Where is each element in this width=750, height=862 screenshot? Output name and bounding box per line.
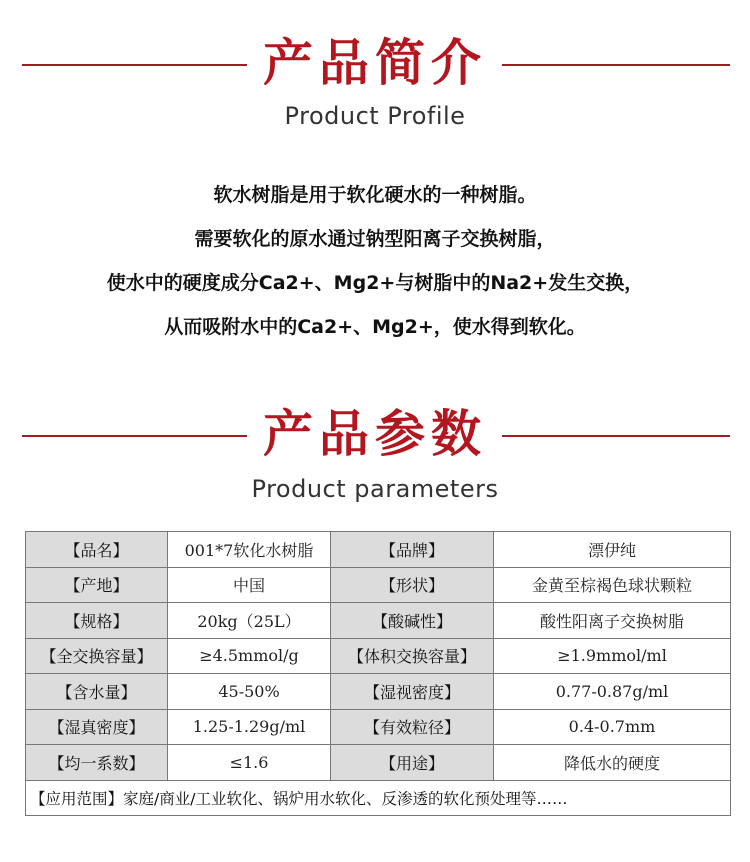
intro-line-2: 需要软化的原水通过钠型阳离子交换树脂， bbox=[194, 228, 556, 250]
param-value: ≤1.6 bbox=[168, 745, 331, 781]
param-label: 【体积交换容量】 bbox=[331, 638, 494, 674]
param-value: ≥1.9mmol/ml bbox=[494, 638, 731, 674]
param-label: 【湿视密度】 bbox=[331, 674, 494, 710]
param-value: 45-50% bbox=[168, 674, 331, 710]
param-label: 【品牌】 bbox=[331, 532, 494, 568]
param-value: ≥4.5mmol/g bbox=[168, 638, 331, 674]
table-row bbox=[26, 603, 731, 639]
table-row-usage bbox=[26, 780, 731, 816]
param-value: 20kg（25L） bbox=[168, 603, 331, 639]
param-value: 0.77-0.87g/ml bbox=[494, 674, 731, 710]
table-row bbox=[26, 638, 731, 674]
param-value: 1.25-1.29g/ml bbox=[168, 709, 331, 745]
param-label: 【形状】 bbox=[331, 567, 494, 603]
param-value: 酸性阳离子交换树脂 bbox=[494, 603, 731, 639]
intro-line-4: 从而吸附水中的Ca2+、Mg2+，使水得到软化。 bbox=[164, 316, 586, 338]
table-row bbox=[26, 567, 731, 603]
profile-header bbox=[0, 30, 750, 140]
param-label: 【用途】 bbox=[331, 745, 494, 781]
param-label: 【酸碱性】 bbox=[331, 603, 494, 639]
params-title-en: Product parameters bbox=[251, 475, 499, 503]
table-row bbox=[26, 532, 731, 568]
intro-line-1: 软水树脂是用于软化硬水的一种树脂。 bbox=[213, 184, 537, 206]
params-header bbox=[0, 401, 750, 511]
param-label: 【有效粒径】 bbox=[331, 709, 494, 745]
param-label: 【含水量】 bbox=[26, 674, 168, 710]
profile-title-cn: 产品简介 bbox=[263, 33, 487, 92]
param-value: 金黄至棕褐色球状颗粒 bbox=[494, 567, 731, 603]
param-value: 降低水的硬度 bbox=[494, 745, 731, 781]
param-value: 中国 bbox=[168, 567, 331, 603]
table-row bbox=[26, 709, 731, 745]
param-label: 【湿真密度】 bbox=[26, 709, 168, 745]
table-row bbox=[26, 745, 731, 781]
param-value: 漂伊纯 bbox=[494, 532, 731, 568]
table-row bbox=[26, 674, 731, 710]
params-title-cn: 产品参数 bbox=[263, 404, 487, 463]
intro-line-3: 使水中的硬度成分Ca2+、Mg2+与树脂中的Na2+发生交换， bbox=[106, 272, 644, 294]
usage-scope: 【应用范围】家庭/商业/工业软化、锅炉用水软化、反渗透的软化预处理等…… bbox=[26, 780, 731, 816]
param-label: 【规格】 bbox=[26, 603, 168, 639]
profile-title-en: Product Profile bbox=[284, 102, 466, 130]
param-label: 【全交换容量】 bbox=[26, 638, 168, 674]
param-label: 【品名】 bbox=[26, 532, 168, 568]
param-label: 【均一系数】 bbox=[26, 745, 168, 781]
params-table bbox=[25, 531, 731, 816]
param-value: 001*7软化水树脂 bbox=[168, 532, 331, 568]
intro-paragraph bbox=[0, 173, 750, 349]
param-value: 0.4-0.7mm bbox=[494, 709, 731, 745]
param-label: 【产地】 bbox=[26, 567, 168, 603]
